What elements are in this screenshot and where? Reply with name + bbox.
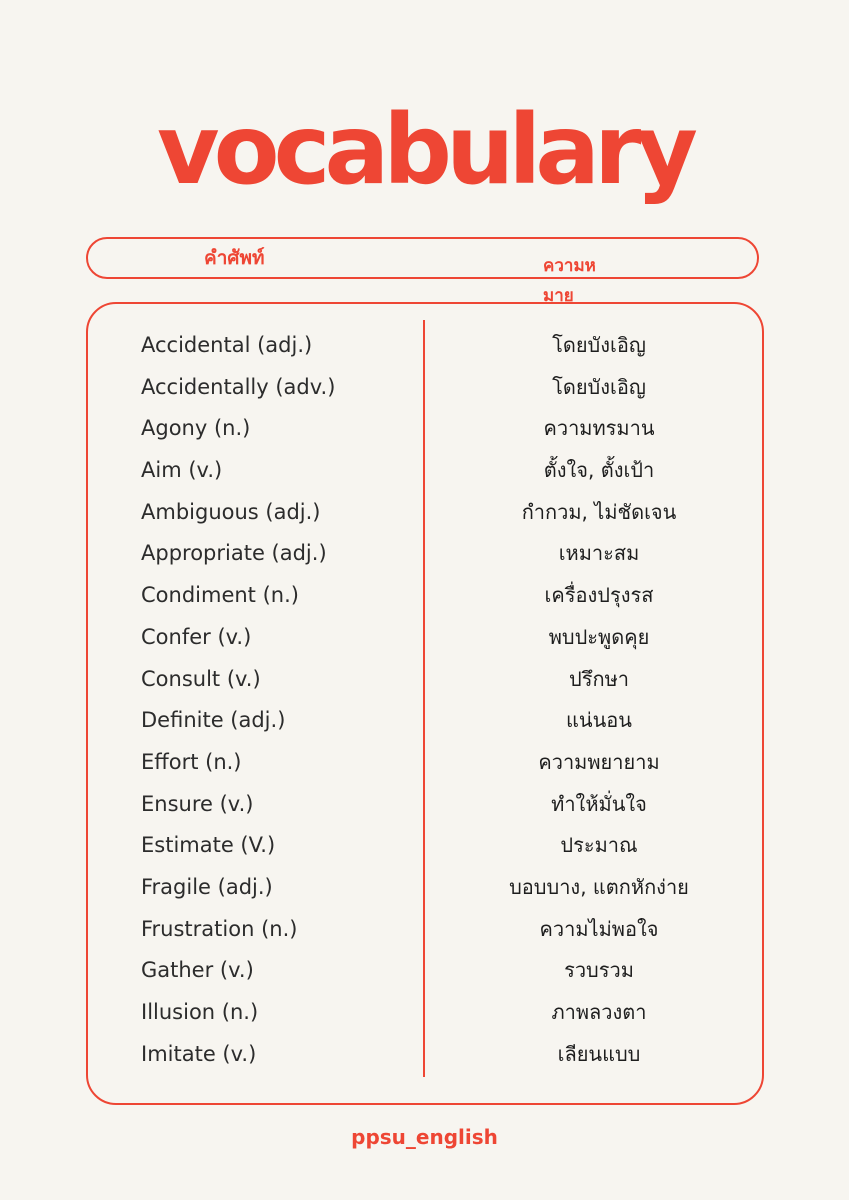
vocab-word: Estimate (V.) — [141, 833, 276, 858]
table-row — [86, 367, 764, 409]
vocab-word: Frustration (n.) — [141, 916, 298, 941]
table-row — [86, 992, 764, 1034]
vocab-meaning: ความไม่พอใจ — [539, 916, 659, 941]
page-title: vocabulary — [157, 94, 692, 206]
table-row — [86, 575, 764, 617]
vocab-meaning: โดยบังเอิญ — [552, 333, 646, 357]
vocab-word: Illusion (n.) — [141, 1000, 259, 1024]
vocab-word: Consult (v.) — [141, 666, 261, 691]
vocab-meaning: ทำให้มั่นใจ — [551, 791, 647, 816]
table-header — [86, 237, 759, 279]
vocab-word: Effort (n.) — [141, 749, 242, 774]
vocabulary-rows — [86, 325, 764, 1075]
table-row — [86, 950, 764, 992]
vocab-word: Confer (v.) — [141, 624, 252, 649]
footer-handle: ppsu_english — [351, 1125, 498, 1149]
vocab-meaning: โดยบังเอิญ — [552, 374, 646, 399]
vocab-meaning: กำกวม, ไม่ชัดเจน — [521, 499, 677, 524]
table-row — [86, 659, 764, 701]
table-row — [86, 450, 764, 492]
table-row — [86, 784, 764, 826]
vocab-meaning: เลียนแบบ — [557, 1041, 641, 1066]
vocab-word: Condiment (n.) — [141, 583, 299, 608]
vocab-word: Ensure (v.) — [141, 791, 254, 816]
header-meaning-label: ความหมาย — [543, 256, 596, 306]
vocab-word: Accidental (adj.) — [141, 333, 313, 357]
table-row — [86, 492, 764, 534]
vocab-meaning: ความทรมาน — [543, 416, 655, 441]
vocab-meaning: บอบบาง, แตกหักง่าย — [509, 874, 689, 899]
table-row — [86, 867, 764, 909]
vocab-meaning: พบปะพูดคุย — [548, 624, 650, 649]
table-row — [86, 617, 764, 659]
vocab-word: Appropriate (adj.) — [141, 541, 327, 566]
vocab-meaning: ความพยายาม — [538, 749, 660, 774]
vocab-meaning: เหมาะสม — [558, 541, 640, 566]
vocab-word: Ambiguous (adj.) — [141, 499, 321, 524]
vocab-meaning: เครื่องปรุงรส — [544, 583, 654, 608]
vocab-word: Agony (n.) — [141, 416, 251, 441]
vocab-meaning: ภาพลวงตา — [551, 1000, 647, 1024]
vocab-word: Imitate (v.) — [141, 1041, 257, 1066]
vocab-meaning: แน่นอน — [566, 708, 632, 733]
table-row — [86, 742, 764, 784]
vocab-word: Fragile (adj.) — [141, 874, 273, 899]
vocab-word: Gather (v.) — [141, 958, 254, 983]
header-word-label: คำศัพท์ — [204, 247, 265, 269]
vocab-meaning: ตั้งใจ, ตั้งเป้า — [543, 458, 655, 483]
vocab-meaning: รวบรวม — [564, 958, 634, 983]
table-row — [86, 408, 764, 450]
table-row — [86, 325, 764, 367]
table-row — [86, 533, 764, 575]
vocab-meaning: ประมาณ — [560, 833, 638, 858]
vocab-meaning: ปรึกษา — [569, 666, 629, 691]
vocab-word: Accidentally (adv.) — [141, 374, 336, 399]
table-row — [86, 909, 764, 951]
vocab-word: Aim (v.) — [141, 458, 223, 483]
table-row — [86, 825, 764, 867]
vocab-word: Definite (adj.) — [141, 708, 286, 733]
table-row — [86, 700, 764, 742]
table-row — [86, 1034, 764, 1076]
